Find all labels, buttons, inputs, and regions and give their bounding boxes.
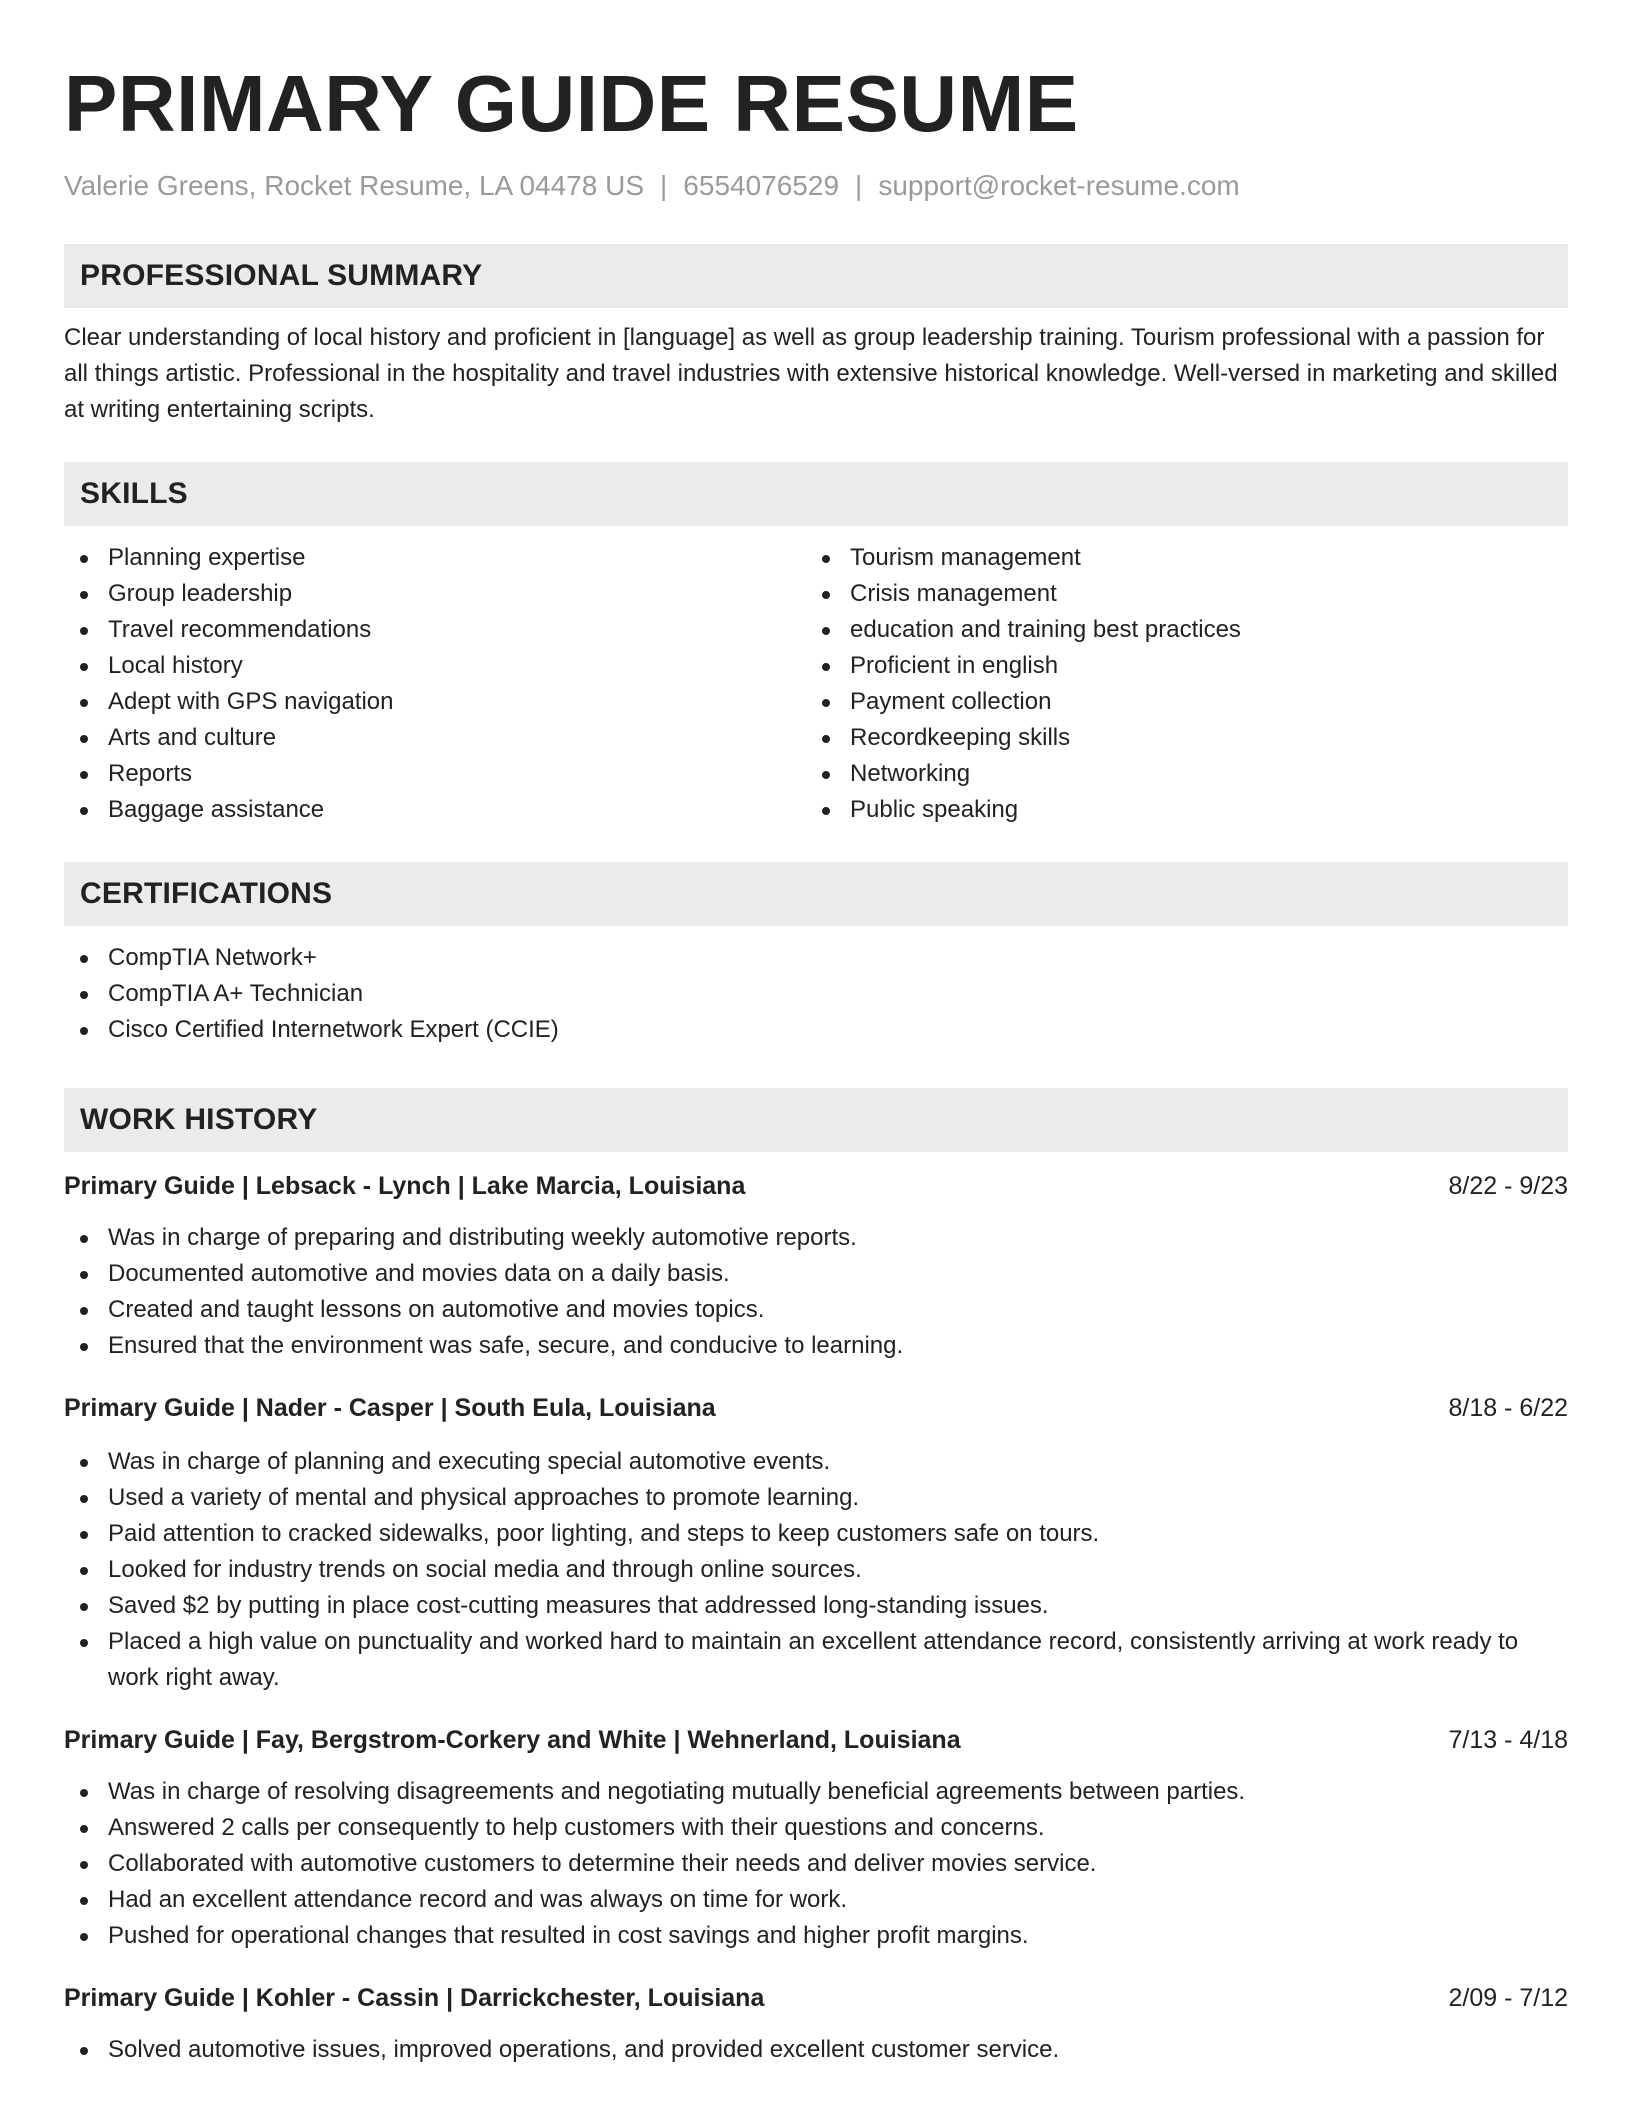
- contact-address: Valerie Greens, Rocket Resume, LA 04478 US: [64, 170, 645, 201]
- job-bullet: Looked for industry trends on social media and through online sources.: [64, 1552, 1568, 1588]
- job-bullet: Solved automotive issues, improved operations, and provided excellent customer service.: [64, 2032, 1568, 2068]
- contact-phone: 6554076529: [683, 170, 840, 201]
- job-bullets: [64, 1220, 1568, 1364]
- job-bullet: Ensured that the environment was safe, secure, and conducive to learning.: [64, 1328, 1568, 1364]
- skill-item: Local history: [64, 648, 806, 684]
- job-bullet: Placed a high value on punctuality and worked hard to maintain an excellent attendance record, consistently arriving at work ready to work right away.: [64, 1624, 1568, 1696]
- resume-title: PRIMARY GUIDE RESUME: [64, 59, 1079, 148]
- skills-list-left: [64, 540, 806, 828]
- job-bullet: Collaborated with automotive customers to determine their needs and deliver movies service.: [64, 1846, 1568, 1882]
- skills-list-right: [806, 540, 1548, 828]
- job-header: [64, 1980, 1568, 2016]
- job-header: [64, 1390, 1568, 1426]
- summary-text: Clear understanding of local history and proficient in [language] as well as group leadership training. Tourism professional with a passion for all things artistic. Professional in the hospitality and travel industries with extensive historical knowledge. Well-versed in marketing and skilled at writing entertaining scripts.: [64, 324, 1558, 423]
- skill-item: Travel recommendations: [64, 612, 806, 648]
- job-title: Primary Guide | Kohler - Cassin | Darrickchester, Louisiana: [64, 1984, 765, 2012]
- skills-grid: [64, 540, 1568, 828]
- certifications-list: [64, 940, 1568, 1048]
- contact-separator: |: [660, 170, 668, 201]
- skill-item: education and training best practices: [806, 612, 1548, 648]
- job-bullet: Answered 2 calls per consequently to help customers with their questions and concerns.: [64, 1810, 1568, 1846]
- skill-item: Planning expertise: [64, 540, 806, 576]
- section-heading-skills: SKILLS: [64, 462, 1568, 526]
- job-bullet: Created and taught lessons on automotive and movies topics.: [64, 1292, 1568, 1328]
- certification-item: CompTIA Network+: [64, 940, 1568, 976]
- certification-item: CompTIA A+ Technician: [64, 976, 1568, 1012]
- job-bullets: [64, 1444, 1568, 1696]
- job-bullet: Saved $2 by putting in place cost-cutting measures that addressed long-standing issues.: [64, 1588, 1568, 1624]
- job-bullet: Documented automotive and movies data on a daily basis.: [64, 1256, 1568, 1292]
- job-bullet: Was in charge of planning and executing special automotive events.: [64, 1444, 1568, 1480]
- skill-item: Crisis management: [806, 576, 1548, 612]
- skill-item: Baggage assistance: [64, 792, 806, 828]
- job-bullet: Was in charge of preparing and distributing weekly automotive reports.: [64, 1220, 1568, 1256]
- job-dates: 8/18 - 6/22: [1448, 1394, 1568, 1422]
- job-entry: [64, 1980, 1568, 2068]
- job-bullet: Paid attention to cracked sidewalks, poor lighting, and steps to keep customers safe on tours.: [64, 1516, 1568, 1552]
- job-bullet: Pushed for operational changes that resulted in cost savings and higher profit margins.: [64, 1918, 1568, 1954]
- skill-item: Proficient in english: [806, 648, 1548, 684]
- skill-item: Reports: [64, 756, 806, 792]
- job-bullets: [64, 2032, 1568, 2068]
- skill-item: Networking: [806, 756, 1548, 792]
- job-dates: 8/22 - 9/23: [1448, 1172, 1568, 1200]
- skill-item: Group leadership: [64, 576, 806, 612]
- job-entry: [64, 1722, 1568, 1954]
- contact-separator: |: [855, 170, 863, 201]
- job-entry: [64, 1168, 1568, 1364]
- contact-email: support@rocket-resume.com: [878, 170, 1240, 201]
- job-dates: 2/09 - 7/12: [1448, 1984, 1568, 2012]
- job-bullet: Used a variety of mental and physical approaches to promote learning.: [64, 1480, 1568, 1516]
- skill-item: Public speaking: [806, 792, 1548, 828]
- job-title: Primary Guide | Fay, Bergstrom-Corkery and White | Wehnerland, Louisiana: [64, 1726, 961, 1754]
- certification-item: Cisco Certified Internetwork Expert (CCIE): [64, 1012, 1568, 1048]
- section-heading-summary: PROFESSIONAL SUMMARY: [64, 244, 1568, 308]
- resume-page: [64, 0, 1568, 2068]
- section-heading-work-history: WORK HISTORY: [64, 1088, 1568, 1152]
- contact-line: [64, 168, 1568, 204]
- skill-item: Adept with GPS navigation: [64, 684, 806, 720]
- skill-item: Tourism management: [806, 540, 1548, 576]
- job-bullet: Was in charge of resolving disagreements and negotiating mutually beneficial agreements between parties.: [64, 1774, 1568, 1810]
- job-title: Primary Guide | Lebsack - Lynch | Lake Marcia, Louisiana: [64, 1172, 746, 1200]
- job-bullets: [64, 1774, 1568, 1954]
- job-dates: 7/13 - 4/18: [1448, 1726, 1568, 1754]
- skill-item: Arts and culture: [64, 720, 806, 756]
- skill-item: Payment collection: [806, 684, 1548, 720]
- section-heading-certifications: CERTIFICATIONS: [64, 862, 1568, 926]
- skill-item: Recordkeeping skills: [806, 720, 1548, 756]
- job-header: [64, 1722, 1568, 1758]
- job-entry: [64, 1390, 1568, 1696]
- job-header: [64, 1168, 1568, 1204]
- job-bullet: Had an excellent attendance record and was always on time for work.: [64, 1882, 1568, 1918]
- job-title: Primary Guide | Nader - Casper | South Eula, Louisiana: [64, 1394, 716, 1422]
